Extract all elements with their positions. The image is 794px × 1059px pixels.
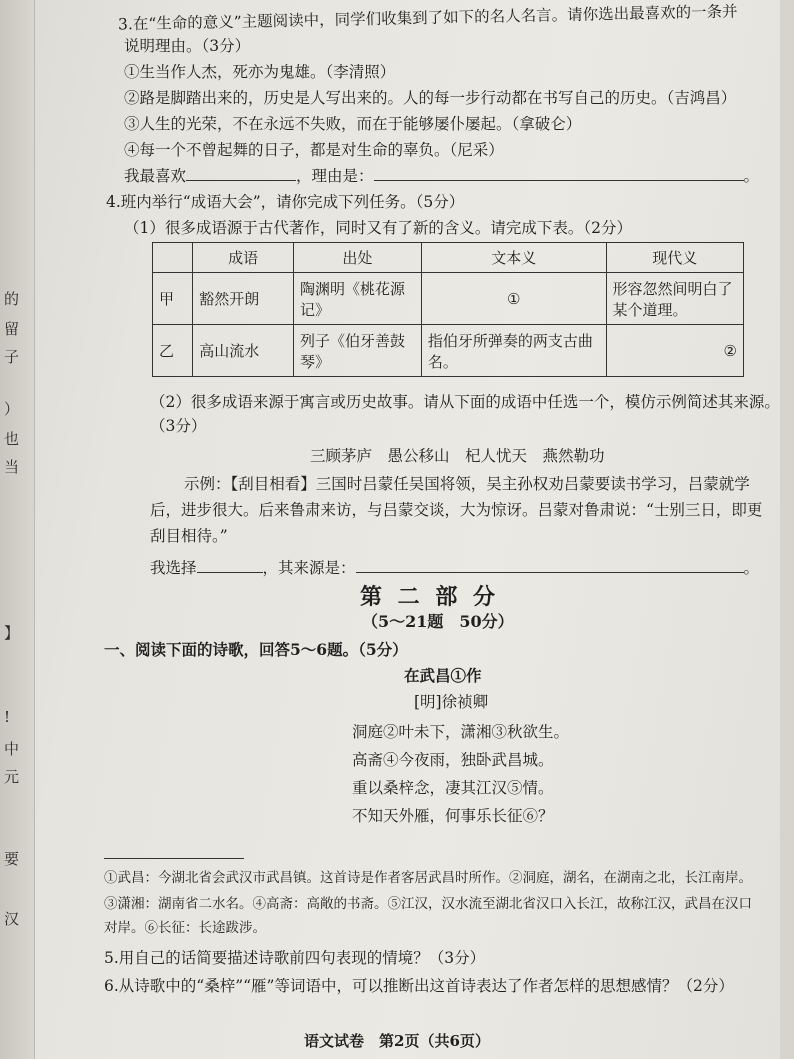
section-heading: 一、阅读下面的诗歌，回答5～6题。（5分）: [104, 640, 408, 659]
q4-blank-choice[interactable]: [197, 556, 263, 573]
margin-char: 也: [4, 430, 20, 448]
question-6: 6.从诗歌中的“桑梓”“雁”等词语中，可以推断出这首诗表达了作者怎样的思想感情？（2分）: [104, 977, 734, 995]
q3-quote-3: ③人生的光荣，不在永远不失败，而在于能够屡仆屡起。（拿破仑）: [124, 115, 582, 133]
q4-sub2-line2: （3分）: [150, 417, 207, 435]
q3-quote-4: ④每一个不曾起舞的日子，都是对生命的辜负。（尼采）: [124, 141, 504, 159]
poem-title: 在武昌①作: [404, 666, 482, 685]
q3-blank-reason[interactable]: [374, 164, 744, 181]
table-header-idiom: 成语: [193, 243, 294, 273]
poem-line: 重以桑梓念，凄其江汉⑤情。: [352, 779, 554, 797]
table-cell: 甲: [153, 273, 193, 325]
q4-blank-source[interactable]: [356, 556, 744, 573]
idiom-table: [152, 242, 744, 377]
q4-example-line2: 后，进步很大。后来鲁肃来访，与吕蒙交谈，大为惊讶。吕蒙对鲁肃说：“士别三日，即更: [150, 501, 763, 519]
table-cell: 乙: [153, 325, 193, 377]
table-header-source: 出处: [293, 243, 421, 273]
q3-quote-2: ②路是脚踏出来的，历史是人写出来的。人的每一步行动都在书写自己的历史。（吉鸿昌）: [124, 89, 737, 107]
part-two-title: 第 二 部 分: [360, 584, 499, 610]
poem-line: 不知天外雁，何事乐长征⑥？: [352, 807, 554, 825]
margin-char: 元: [4, 768, 20, 786]
margin-char: 汉: [4, 910, 20, 928]
page-footer: 语文试卷 第2页（共6页）: [304, 1032, 490, 1050]
previous-page-edge: [0, 0, 35, 1059]
table-cell: 指伯牙所弹奏的两支古曲名。: [421, 325, 606, 377]
q4-example-line3: 刮目相待。”: [150, 527, 228, 545]
margin-char: 的: [4, 290, 20, 308]
table-cell-blank[interactable]: ②: [606, 325, 743, 377]
footnote-line: ③潇湘：湖南省二水名。④高斋：高敞的书斋。⑤江汉，汉水流至湖北省汉口入长江，故称江汉，武昌在汉口: [104, 896, 752, 912]
table-cell: 列子《伯牙善鼓琴》: [293, 325, 421, 377]
q3-answer-mid: ，理由是：: [296, 167, 374, 185]
margin-char: ）: [4, 400, 20, 418]
table-cell-blank[interactable]: ①: [421, 273, 606, 325]
poem-line: 洞庭②叶未下，潇湘③秋欲生。: [352, 723, 570, 741]
table-cell: 陶渊明《桃花源记》: [293, 273, 421, 325]
table-row: [153, 325, 744, 377]
footnote-line: ①武昌：今湖北省会武汉市武昌镇。这首诗是作者客居武昌时所作。②洞庭，湖名，在湖南之北，长江南岸。: [104, 870, 752, 886]
poem-line: 高斋④今夜雨，独卧武昌城。: [352, 751, 554, 769]
footnote-line: 对岸。⑥长征：长途跋涉。: [104, 920, 266, 936]
margin-char: !: [4, 708, 11, 726]
q4-answer-line: [150, 556, 759, 578]
part-two-subtitle: （5～21题 50分）: [362, 612, 514, 631]
poem-author: [明]徐祯卿: [414, 693, 489, 711]
table-row: [153, 273, 744, 325]
footnote-divider: [104, 858, 244, 859]
margin-char: 中: [4, 740, 20, 758]
q4-sub1: （1）很多成语源于古代著作，同时又有了新的含义。请完成下表。（2分）: [124, 219, 632, 237]
q4-answer-prefix: 我选择: [150, 559, 197, 577]
table-cell: 豁然开朗: [193, 273, 294, 325]
question-5: 5.用自己的话简要描述诗歌前四句表现的情境？（3分）: [104, 949, 486, 967]
q3-answer-prefix: 我最喜欢: [124, 167, 187, 185]
q4-sub2-line1: （2）很多成语来源于寓言或历史故事。请从下面的成语中任选一个，模仿示例简述其来源。: [150, 393, 780, 411]
table-cell: 形容忽然间明白了某个道理。: [606, 273, 743, 325]
margin-char: 留: [4, 320, 20, 338]
table-header-index: [153, 243, 193, 273]
q4-answer-mid: ，其来源是：: [262, 559, 356, 577]
margin-char: 子: [4, 348, 20, 366]
q4-example-line1: 示例：【刮目相看】三国时吕蒙任吴国将领，吴主孙权劝吕蒙要读书学习，吕蒙就学: [184, 475, 750, 493]
margin-char: 】: [4, 624, 20, 642]
q4-stem: 4.班内举行“成语大会”，请你完成下列任务。（5分）: [106, 193, 465, 211]
q4-answer-end: 。: [743, 559, 760, 577]
table-cell: 高山流水: [193, 325, 294, 377]
margin-char: 当: [4, 458, 20, 476]
q3-answer-line: [124, 164, 759, 186]
q4-idiom-choices: 三顾茅庐 愚公移山 杞人忧天 燕然勒功: [310, 447, 605, 465]
table-header-text-meaning: 文本义: [421, 243, 606, 273]
q3-quote-1: ①生当作人杰，死亦为鬼雄。（李清照）: [124, 63, 396, 81]
q3-stem-line2: 说明理由。（3分）: [124, 37, 251, 55]
q3-stem-line1: 3.在“生命的意义”主题阅读中，同学们收集到了如下的名人名言。请你选出最喜欢的一条并: [117, 2, 738, 34]
margin-char: 要: [4, 850, 20, 868]
right-page-edge: [780, 0, 794, 1059]
table-header-modern-meaning: 现代义: [606, 243, 743, 273]
q3-answer-end: 。: [743, 167, 760, 185]
q3-blank-choice[interactable]: [186, 164, 296, 181]
